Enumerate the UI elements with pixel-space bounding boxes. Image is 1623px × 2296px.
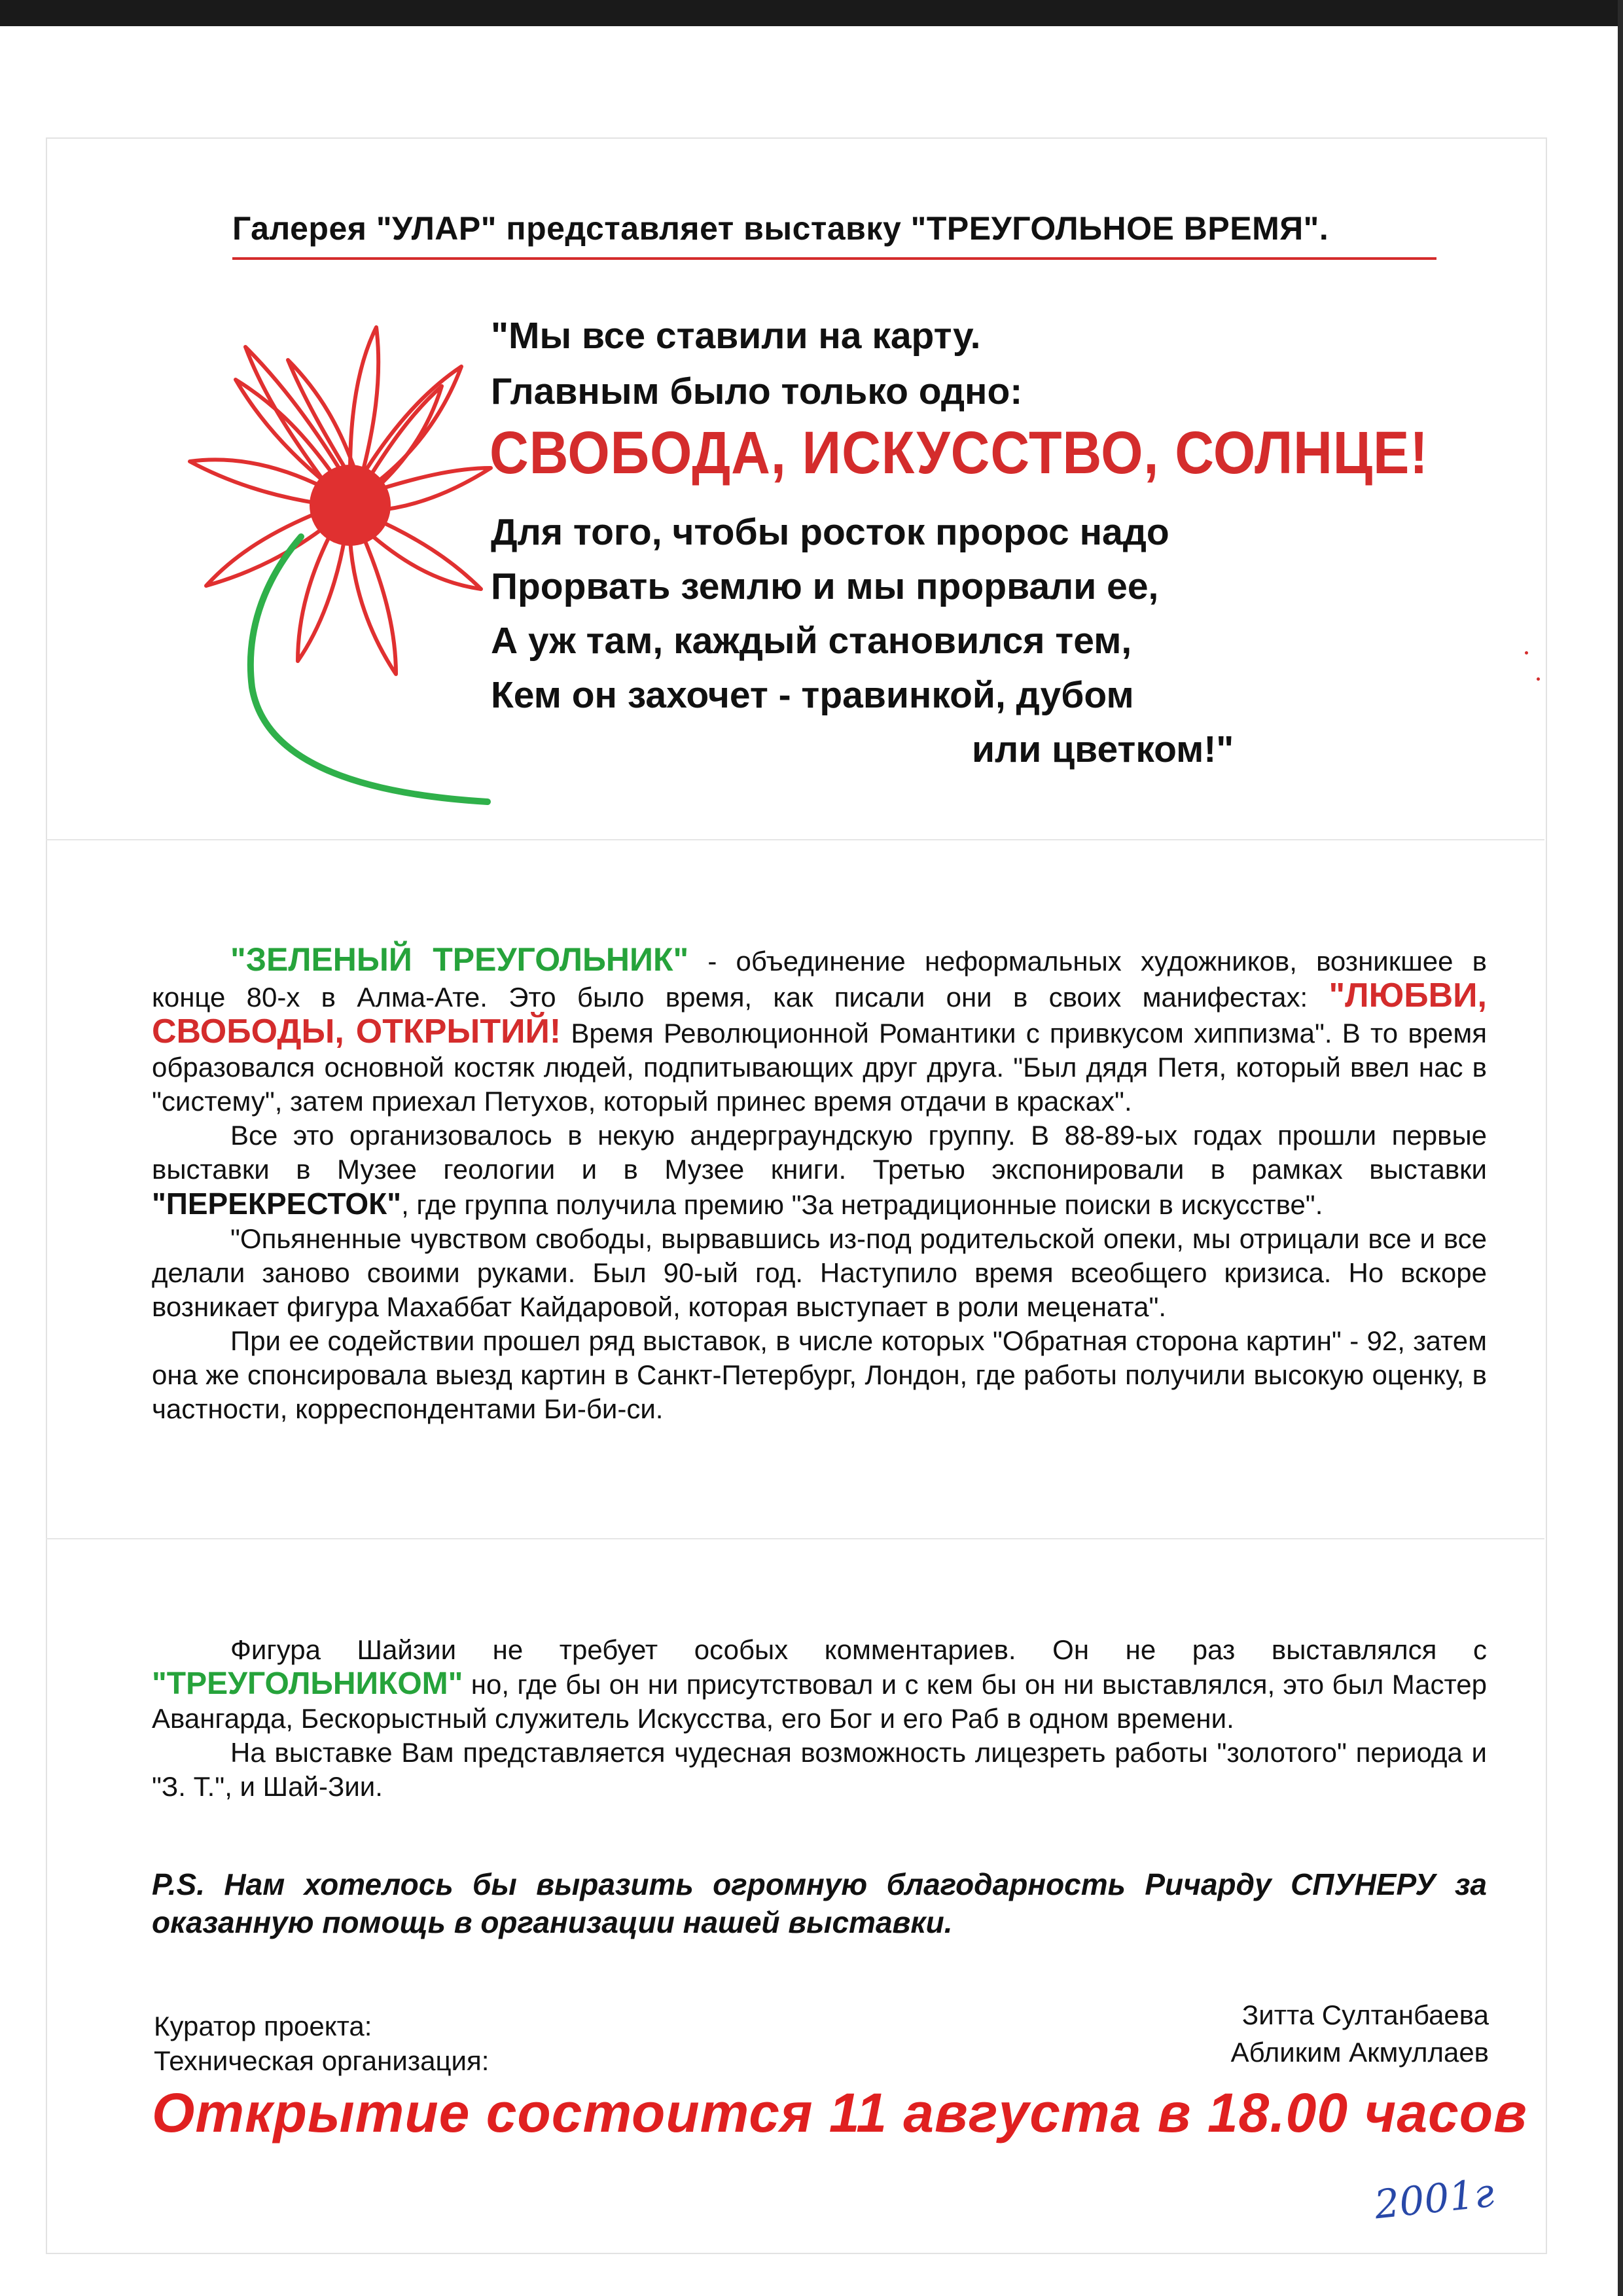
quote-line: или цветком!" <box>972 728 1234 770</box>
paragraph-text: Все это организовалось в некую андерграундскую группу. В 88-89-ых годах прошли первые выставки в Музее геологии и в Музее книги. Третью экспонировали в рамках выставки <box>152 1120 1487 1185</box>
paragraph: На выставке Вам представляется чудесная возможность лицезреть работы "золотого" периода и "З. Т.", и Шай-Зии. <box>152 1737 1487 1802</box>
quote-line: Для того, чтобы росток пророс надо <box>491 511 1169 553</box>
ink-speck <box>1537 677 1540 681</box>
paragraph <box>152 942 1487 1119</box>
postscript: P.S. Нам хотелось бы выразить огромную благодарность Ричарду СПУНЕРУ за оказанную помощь в организации нашей выставки. <box>152 1867 1487 1939</box>
ink-speck <box>1525 651 1528 655</box>
paragraph <box>152 1633 1487 1736</box>
title-underline <box>232 257 1436 260</box>
fold-line-upper <box>46 839 1544 840</box>
group-name-highlight: "ТРЕУГОЛЬНИКОМ" <box>152 1666 463 1701</box>
curator-name: Зитта Султанбаева <box>1241 2000 1489 2030</box>
quote-line: Главным было только одно: <box>491 370 1023 412</box>
handwritten-date: 2001г <box>1372 2170 1497 2229</box>
fold-line-lower <box>46 1538 1544 1539</box>
tech-label: Техническая организация: <box>154 2045 490 2076</box>
manifesto-highlight: "ЛЮБВИ, СВОБОДЫ, ОТКРЫТИЙ! <box>152 977 1487 1050</box>
paragraph-text: Фигура Шайзии не требует особых комментариев. Он не раз выставлялся с <box>230 1634 1487 1665</box>
scan-edge-right <box>1618 0 1623 2296</box>
scan-edge-top <box>0 0 1623 26</box>
paragraph <box>152 1119 1487 1222</box>
paragraph: "Опьяненные чувством свободы, вырвавшись из-под родительской опеки, мы отрицали все и все делали заново своими руками. Был 90-ый год. Наступило время всеобщего кризиса. Но вскоре возникает фигура Махаббат Кайдаровой, которая выступает в роли мецената". <box>152 1223 1487 1322</box>
flower-icon <box>154 321 494 818</box>
paragraph-text: но, где бы он ни присутствовал и с кем бы он ни выставлялся, это был Мастер Авангарда, Бескорыстный служитель Искусства, его Бог и его Раб в одном времени. <box>152 1669 1487 1734</box>
paragraph-text: - объединение неформальных художников, возникшее в конце 80-х в Алма-Ате. Это было время, как писали они в своих манифестах: <box>152 946 1487 1013</box>
tech-name: Абликим Акмуллаев <box>1230 2037 1489 2068</box>
opening-announcement: Открытие состоится 11 августа в 18.00 часов <box>152 2082 1527 2144</box>
quote-line: А уж там, каждый становился тем, <box>491 620 1132 662</box>
group-name-highlight: "ЗЕЛЕНЫЙ ТРЕУГОЛЬНИК" <box>230 941 689 978</box>
paragraph-text: , где группа получила премию "За нетрадиционные поиски в искусстве". <box>401 1189 1323 1220</box>
quote-line: Прорвать землю и мы прорвали ее, <box>491 565 1159 607</box>
curator-label: Куратор проекта: <box>154 2011 372 2041</box>
quote-line: Кем он захочет - травинкой, дубом <box>491 674 1134 716</box>
exhibition-name: "ПЕРЕКРЕСТОК" <box>152 1187 402 1221</box>
artist-section <box>152 1633 1487 1804</box>
paragraph-text: Время Революционной Романтики с привкусом хиппизма". В то время образовался основной костяк людей, подпитывающих друг друга. "Был дядя Петя, который ввел нас в "систему", затем приехал Петухов, который принес время отдачи в красках". <box>152 1018 1487 1117</box>
quote-line: "Мы все ставили на карту. <box>491 315 981 357</box>
history-section <box>152 942 1487 1426</box>
paragraph: При ее содействии прошел ряд выставок, в числе которых "Обратная сторона картин" - 92, затем она же спонсировала выезд картин в Санкт-Петербург, Лондон, где работы получили высокую оценку, в частности, корреспондентами Би-би-си. <box>152 1325 1487 1424</box>
slogan: СВОБОДА, ИСКУССТВО, СОЛНЦЕ! <box>490 420 1429 486</box>
page-title: Галерея "УЛАР" представляет выставку "ТРЕУГОЛЬНОЕ ВРЕМЯ". <box>232 210 1329 247</box>
